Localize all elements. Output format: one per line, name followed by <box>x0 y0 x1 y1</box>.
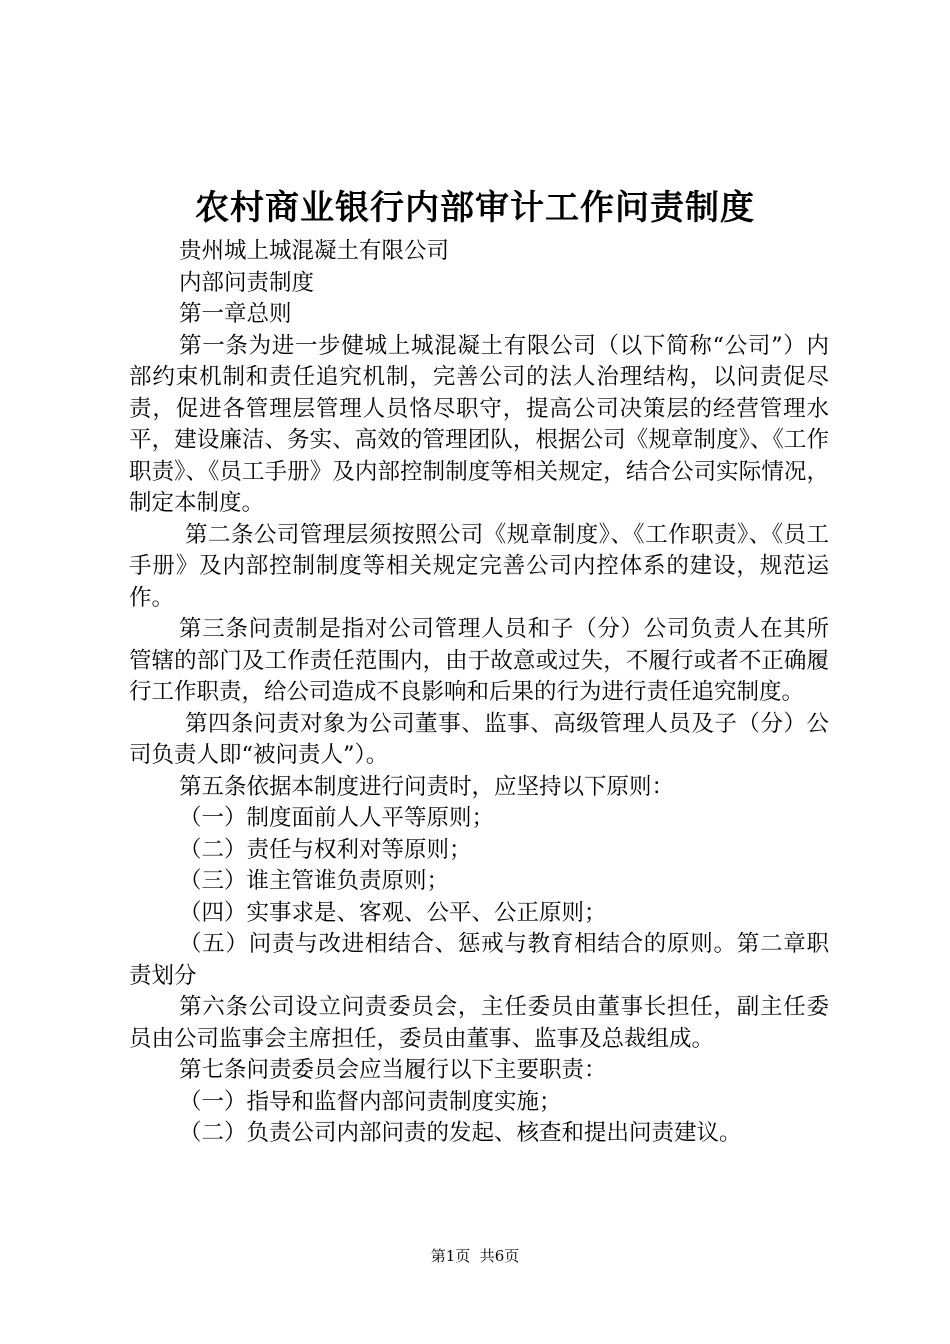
paragraph-article-2: 第二条公司管理层须按照公司《规章制度》、《工作职责》、《员工手册》及内部控制制度等相关规定完善公司内控体系的建设，规范运作。 <box>129 521 829 611</box>
paragraph-article-3: 第三条问责制是指对公司管理人员和子（分）公司负责人在其所管辖的部门及工作责任范围内，由于故意或过失，不履行或者不正确履行工作职责，给公司造成不良影响和后果的行为进行责任追究制度。 <box>129 616 829 705</box>
document-body <box>129 236 829 1150</box>
paragraph-principle-5: （五）问责与改进相结合、惩戒与教育相结合的原则。第二章职责划分 <box>129 931 829 989</box>
paragraph-principle-1: （一）制度面前人人平等原则； <box>179 805 495 831</box>
page-number: 第1页 共6页 <box>430 1247 520 1265</box>
paragraph-principle-2: （二）责任与权利对等原则； <box>179 836 472 863</box>
paragraph-article-7: 第七条问责委员会应当履行以下主要职责： <box>179 1057 607 1083</box>
paragraph-subtitle: 内部问责制度 <box>179 269 315 296</box>
paragraph-duty-1: （一）指导和监督内部问责制度实施； <box>179 1088 562 1115</box>
paragraph-principle-4: （四）实事求是、客观、公平、公正原则； <box>179 899 607 926</box>
paragraph-chapter-1: 第一章总则 <box>179 301 292 327</box>
paragraph-article-4: 第四条问责对象为公司董事、监事、高级管理人员及子（分）公司负责人即“被问责人”）。 <box>129 710 829 768</box>
paragraph-article-5: 第五条依据本制度进行问责时，应坚持以下原则： <box>179 773 675 800</box>
paragraph-article-1: 第一条为进一步健城上城混凝土有限公司（以下简称“公司”）内部约束机制和责任追究机制，完善公司的法人治理结构，以问责促尽责，促进各管理层管理人员恪尽职守，提高公司决策层的经营管理水平，建设廉洁、务实、高效的管理团队，根据公司《规章制度》、《工作职责》、《员工手册》及内部控制制度等相关规定，结合公司实际情况，制定本制度。 <box>129 332 829 516</box>
paragraph-article-6: 第六条公司设立问责委员会，主任委员由董事长担任，副主任委员由公司监事会主席担任，委员由董事、监事及总裁组成。 <box>129 994 829 1052</box>
document-title: 农村商业银行内部审计工作问责制度 <box>195 188 755 228</box>
paragraph-principle-3: （三）谁主管谁负责原则； <box>179 868 450 894</box>
paragraph-company-name: 贵州城上城混凝土有限公司 <box>179 238 450 264</box>
paragraph-duty-2: （二）负责公司内部问责的发起、核查和提出问责建议。 <box>179 1120 742 1146</box>
